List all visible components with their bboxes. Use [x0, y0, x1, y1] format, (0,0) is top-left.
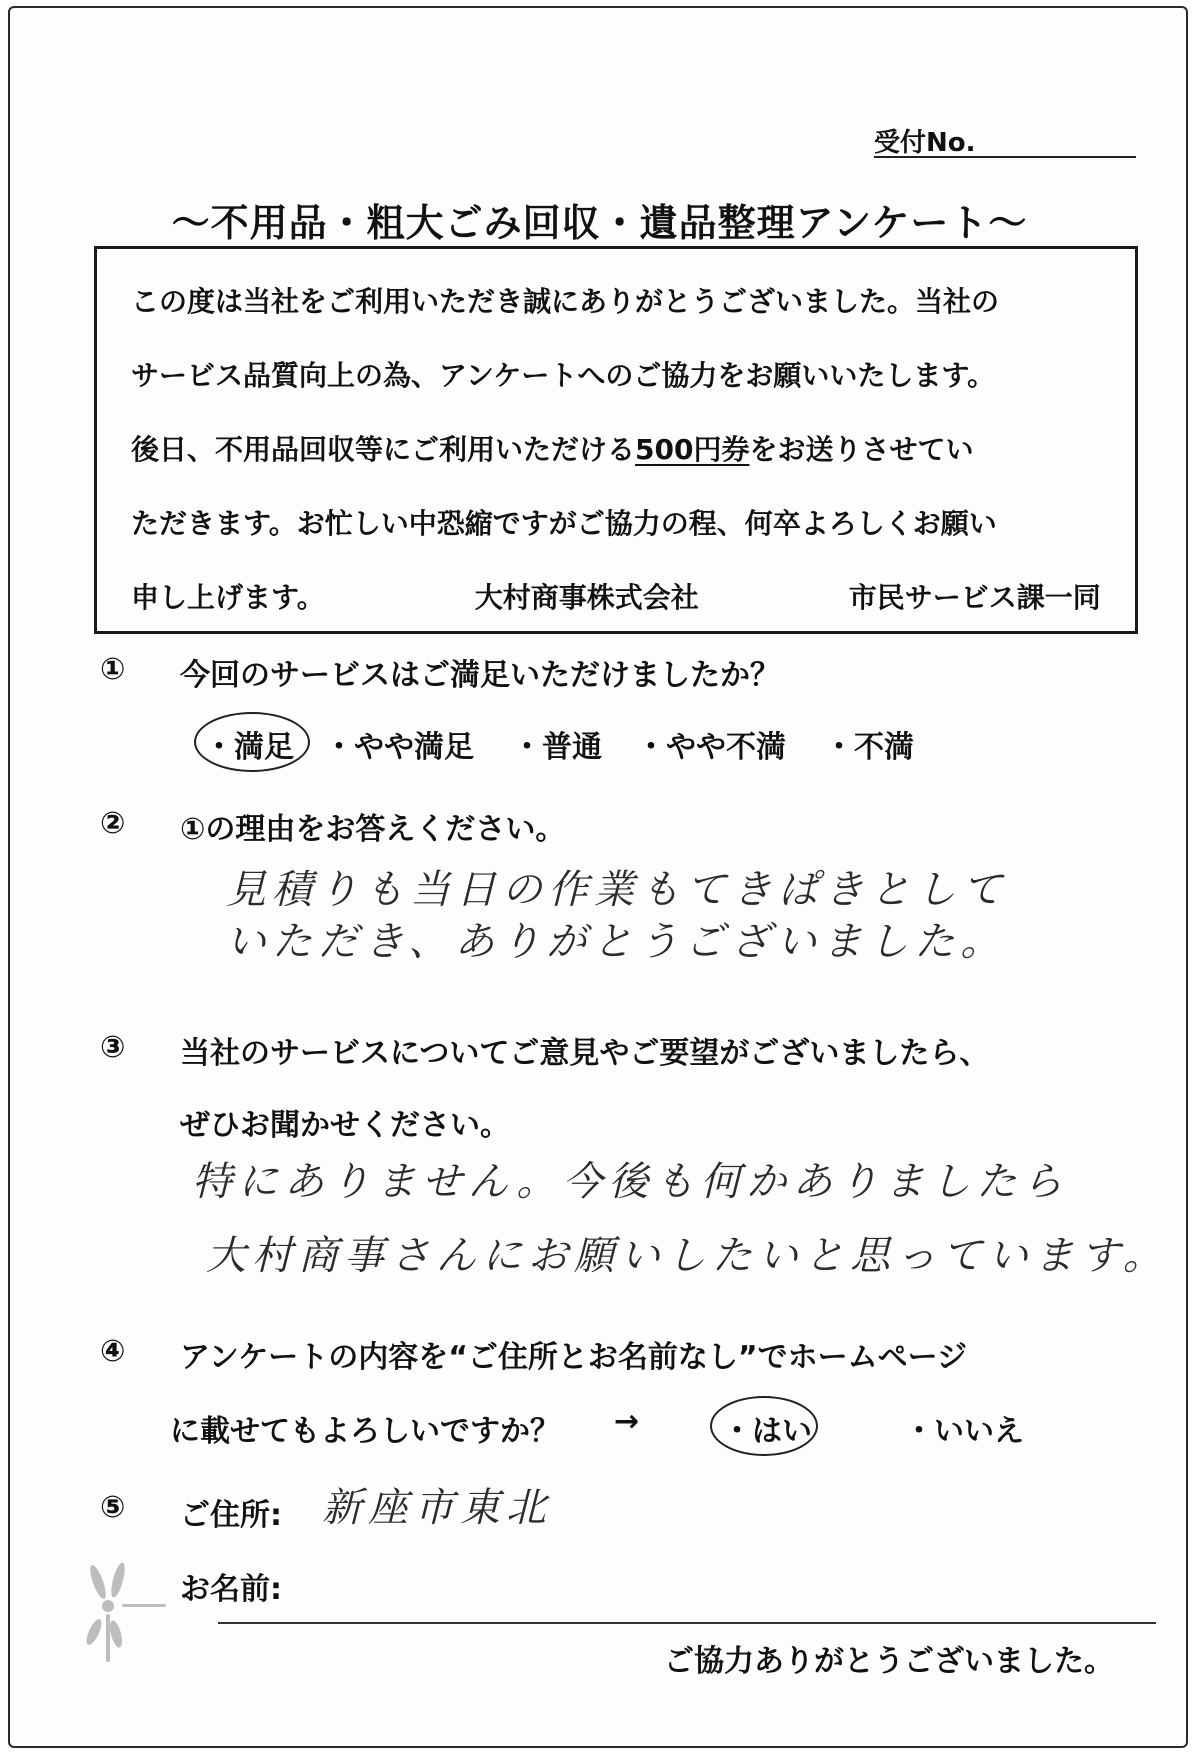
- name-field[interactable]: [218, 1622, 1156, 1624]
- intro-line-2: サービス品質向上の為、アンケートへのご協力をお願いいたします。: [131, 359, 996, 392]
- address-value[interactable]: 新座市東北: [322, 1485, 552, 1531]
- intro-line-1: この度は当社をご利用いただき誠にありがとうございました。当社の: [131, 285, 1000, 318]
- question-4-text-line-2: に載せてもよろしいですか？: [170, 1414, 560, 1449]
- question-number-4: ④: [100, 1334, 126, 1369]
- question-3-text-line-1: 当社のサービスについてご意見やご要望がございましたら、: [180, 1036, 990, 1071]
- question-number-1: ①: [100, 652, 126, 687]
- option-somewhat-dissatisfied[interactable]: ・やや不満: [636, 730, 786, 765]
- option-no[interactable]: ・いいえ: [904, 1414, 1024, 1449]
- answer-2-line-2: いただき、ありがとうございました。: [226, 919, 1007, 965]
- name-label: お名前:: [180, 1572, 282, 1607]
- option-dissatisfied[interactable]: ・不満: [824, 730, 914, 765]
- answer-3-line-1: 特にありません。今後も何かありましたら: [192, 1159, 1069, 1205]
- division-name: 市民サービス課一同: [848, 581, 1101, 614]
- receipt-number-label: 受付No.: [874, 128, 976, 158]
- option-yes[interactable]: ・はい: [722, 1414, 812, 1449]
- intro-box: [94, 246, 1138, 634]
- receipt-number-field[interactable]: [874, 156, 1136, 158]
- company-name: 大村商事株式会社: [474, 581, 699, 614]
- option-satisfied[interactable]: ・満足: [204, 730, 294, 765]
- answer-3-line-2: 大村商事さんにお願いしたいと思っています。: [206, 1233, 1169, 1279]
- dragonfly-icon: [82, 1560, 172, 1670]
- question-number-5: ⑤: [100, 1490, 126, 1525]
- question-number-2: ②: [100, 806, 126, 841]
- question-4-text-line-1: アンケートの内容を“ご住所とお名前なし”でホームページ: [180, 1340, 968, 1375]
- survey-title: ～不用品・粗大ごみ回収・遺品整理アンケート～: [171, 201, 1028, 245]
- answer-2-line-1: 見積りも当日の作業もてきぱきとして: [226, 867, 1008, 913]
- coupon-amount: 500円券: [635, 433, 750, 466]
- intro-line-4: ただきます。お忙しい中恐縮ですがご協力の程、何卒よろしくお願い: [131, 507, 997, 540]
- arrow-icon: →: [614, 1404, 640, 1439]
- question-2-text: ①の理由をお答えください。: [180, 812, 566, 847]
- question-1-text: 今回のサービスはご満足いただけましたか？: [180, 658, 780, 693]
- option-somewhat-satisfied[interactable]: ・やや満足: [324, 730, 474, 765]
- question-number-3: ③: [100, 1030, 126, 1065]
- intro-line-5: 申し上げます。 大村商事株式会社 市民サービス課一同: [131, 561, 1105, 635]
- intro-line-3: 後日、不用品回収等にご利用いただける500円券をお送りさせてい: [131, 433, 974, 466]
- option-neutral[interactable]: ・普通: [512, 730, 602, 765]
- thanks-message: ご協力ありがとうございました。: [664, 1644, 1114, 1679]
- address-label: ご住所:: [180, 1498, 282, 1533]
- question-3-text-line-2: ぜひお聞かせください。: [180, 1108, 510, 1143]
